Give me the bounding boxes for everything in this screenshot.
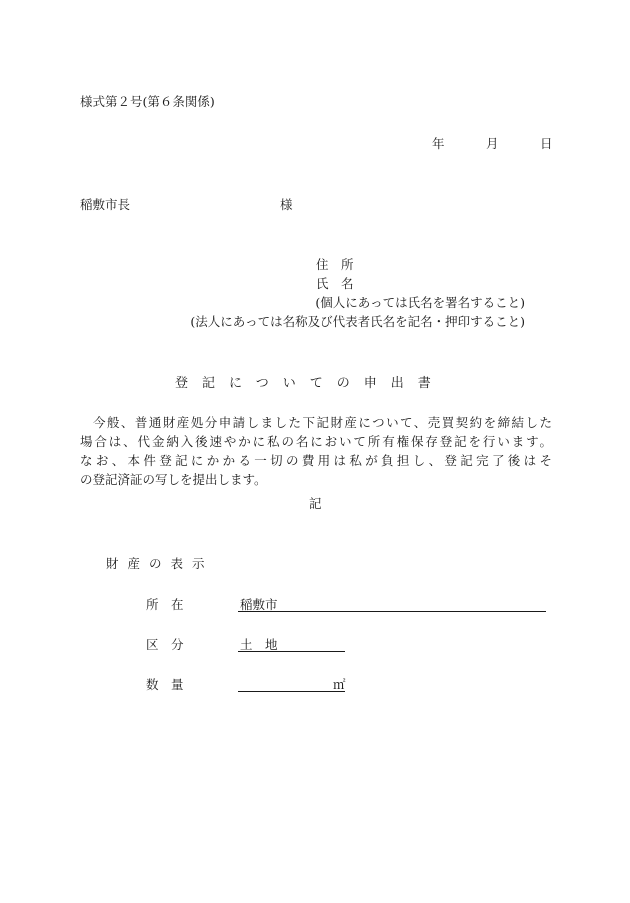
category-underline — [238, 651, 345, 652]
location-value: 稲敷市 — [240, 597, 278, 612]
applicant-address-label: 住 所 — [316, 257, 354, 272]
location-label: 所 在 — [146, 597, 184, 612]
quantity-underline — [238, 691, 345, 692]
body-paragraph — [80, 413, 552, 489]
ki-marker: 記 — [309, 496, 322, 511]
date-day-label: 日 — [540, 136, 553, 151]
body-line: なお、本件登記にかかる一切の費用は私が負担し、登記完了後はそ — [80, 453, 552, 468]
applicant-name-label: 氏 名 — [316, 276, 354, 291]
date-month-label: 月 — [486, 136, 499, 151]
body-line: の登記済証の写しを提出します。 — [80, 472, 267, 487]
body-line: 今般、普通財産処分申請しました下記財産について、売買契約を締結した — [93, 415, 552, 430]
individual-signature-note: (個人にあっては氏名を署名すること) — [315, 295, 525, 310]
quantity-unit: ㎡ — [333, 677, 346, 692]
property-heading: 財産の表示 — [106, 556, 214, 571]
addressee-name: 稲敷市長 — [80, 197, 131, 212]
date-year-label: 年 — [432, 136, 445, 151]
corporation-seal-note: (法人にあっては名称及び代表者氏名を記名・押印すること) — [190, 314, 525, 329]
quantity-label: 数 量 — [146, 677, 184, 692]
addressee-honorific: 様 — [280, 197, 293, 212]
location-underline — [238, 611, 546, 612]
category-label: 区 分 — [146, 637, 184, 652]
form-number: 様式第２号(第６条関係) — [80, 94, 215, 109]
category-value: 土 地 — [240, 637, 278, 652]
document-title: 登記についての申出書 — [175, 376, 445, 391]
body-line: 場合は、代金納入後速やかに私の名において所有権保存登記を行います。 — [80, 434, 552, 449]
